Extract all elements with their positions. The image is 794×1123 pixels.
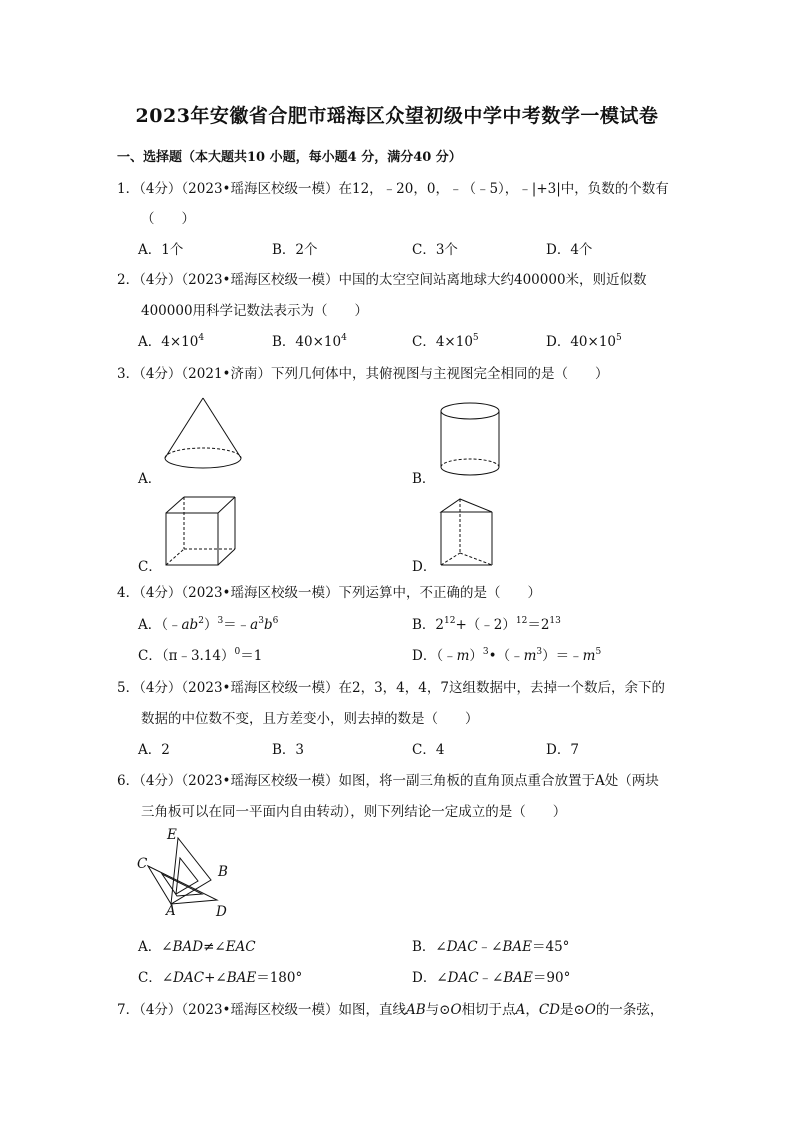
q4-option-a: A．$(﹣ab^2)^3=﹣a^3b^6$ — [138, 616, 279, 633]
q5-option-d: D．7 — [546, 742, 579, 758]
q3-stem: 3．（4分）（2021•济南）下列几何体中，其俯视图与主视图完全相同的是（ ） — [117, 366, 609, 382]
figure-label-c: C — [137, 856, 148, 872]
cone-icon — [162, 396, 244, 478]
q2-option-a: A．$4\times 10^4$ — [138, 333, 205, 350]
figure-label-b: B — [218, 864, 228, 880]
q3-option-b: B． — [412, 471, 436, 487]
q4-option-b: B．$2^{12}+(﹣2)^{12}=2^{13}$ — [412, 616, 561, 633]
q6-option-d: D．∠DAC﹣∠BAE＝90° — [412, 970, 571, 986]
q2-stem-line2: 400000用科学记数法表示为（ ） — [141, 303, 369, 319]
cube-icon — [165, 496, 237, 568]
q1-option-a: A．1个 — [138, 242, 184, 258]
cylinder-icon — [440, 401, 502, 481]
q4-stem: 4．（4分）（2023•瑶海区校级一模）下列运算中，不正确的是（ ） — [117, 585, 541, 601]
page-title: 2023年安徽省合肥市瑶海区众望初级中学中考数学一模试卷 — [135, 105, 659, 127]
q1-stem-line2: （ ） — [141, 211, 195, 227]
q2-option-c: C．$4\times 10^5$ — [412, 333, 479, 350]
q5-stem-line1: 5．（4分）（2023•瑶海区校级一模）在2，3，4，4，7这组数据中，去掉一个数后，余下的 — [117, 680, 665, 696]
prism-icon — [440, 497, 496, 569]
q2-stem-line1: 2．（4分）（2023•瑶海区校级一模）中国的太空空间站离地球大约400000米，则近似数 — [117, 272, 647, 288]
q7-stem: 7．（4分）（2023•瑶海区校级一模）如图，直线AB与⊙O相切于点A，CD是⊙O的一条弦， — [117, 1002, 664, 1018]
q5-option-b: B．3 — [272, 742, 305, 758]
q6-option-c: C．∠DAC+∠BAE＝180° — [138, 970, 303, 986]
q5-option-a: A．2 — [138, 742, 170, 758]
q6-option-b: B．∠DAC﹣∠BAE＝45° — [412, 939, 570, 955]
q3-option-d: D． — [412, 559, 437, 575]
q4-option-d: D．$(﹣m)^3•(﹣m^3)=﹣m^5$ — [412, 647, 602, 664]
figure-label-a: A — [166, 903, 176, 919]
q6-option-a: A．∠BAD≠∠EAC — [138, 939, 256, 955]
figure-label-d: D — [216, 904, 227, 920]
q4-option-c: C．（π﹣3.14）$^0$＝1 — [138, 647, 263, 664]
q1-option-d: D．4个 — [546, 242, 593, 258]
q6-stem-line2: 三角板可以在同一平面内自由转动），则下列结论一定成立的是（ ） — [141, 804, 567, 820]
q5-option-c: C．4 — [412, 742, 445, 758]
q3-option-c: C． — [138, 559, 162, 575]
q2-option-d: D．$40\times 10^5$ — [546, 333, 622, 350]
q6-stem-line1: 6．（4分）（2023•瑶海区校级一模）如图，将一副三角板的直角顶点重合放置于A处（两块 — [117, 773, 659, 789]
figure-label-e: E — [167, 827, 177, 843]
q1-option-b: B．2个 — [272, 242, 318, 258]
q3-option-a: A． — [138, 471, 162, 487]
q5-stem-line2: 数据的中位数不变，且方差变小，则去掉的数是（ ） — [141, 711, 479, 727]
q1-stem-line1: 1．（4分）（2023•瑶海区校级一模）在12，﹣20，0，﹣（﹣5），﹣|+3|中，负数的个数有 — [117, 181, 669, 197]
q2-option-b: B．$40\times 10^4$ — [272, 333, 347, 350]
q1-option-c: C．3个 — [412, 242, 458, 258]
section-heading: 一、选择题（本大题共10 小题，每小题4 分，满分40 分） — [117, 150, 462, 165]
